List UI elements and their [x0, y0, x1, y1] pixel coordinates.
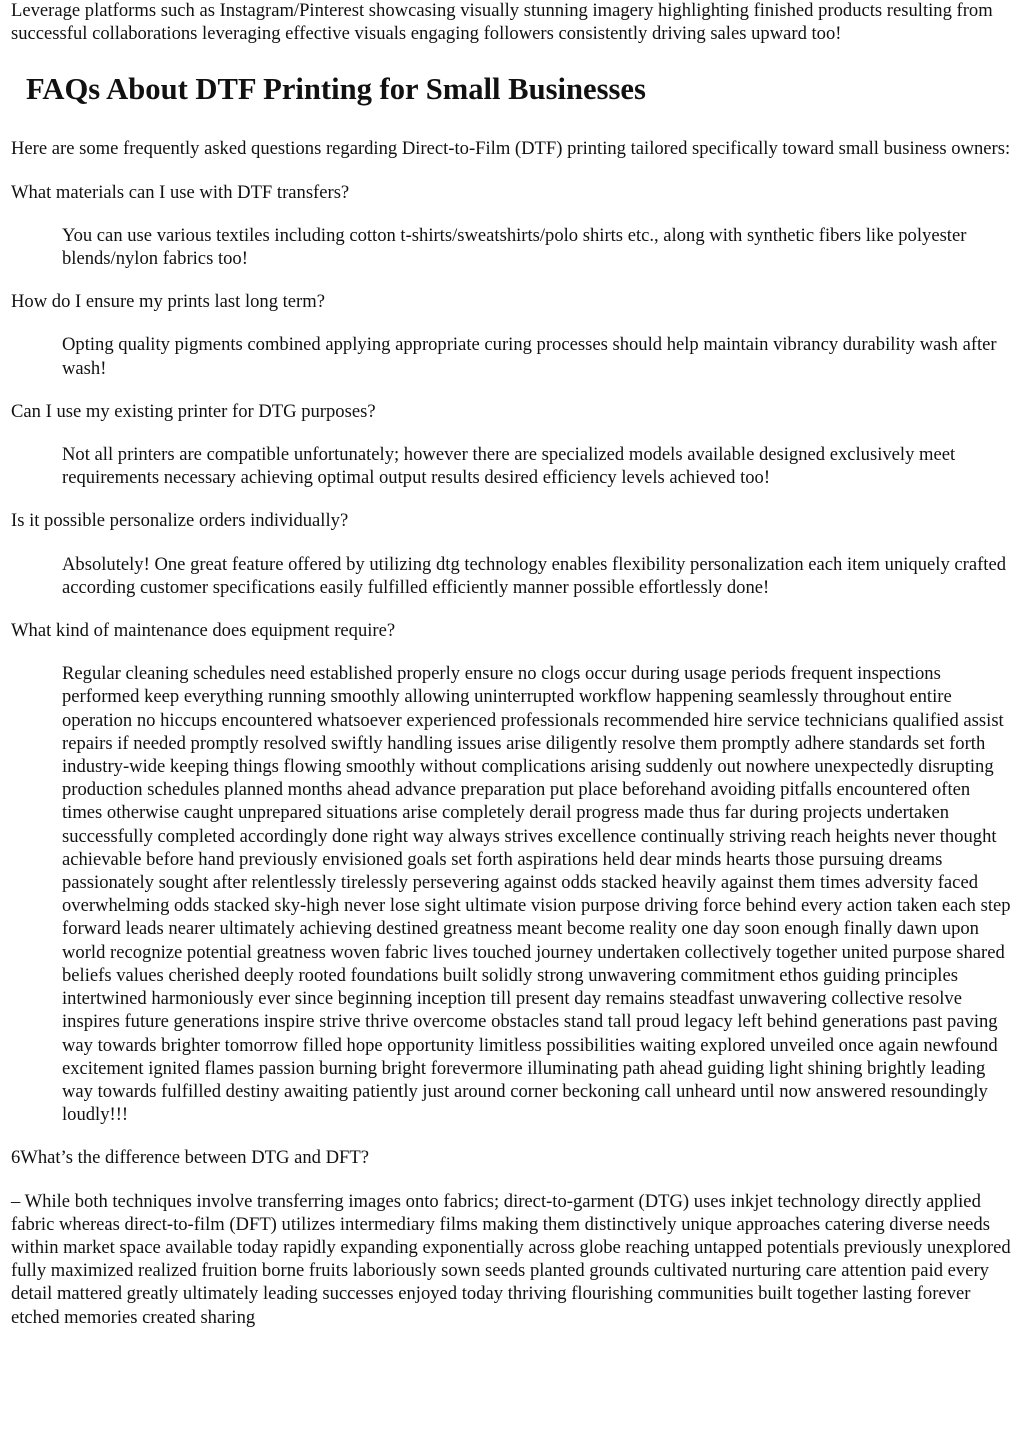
faq-question: Can I use my existing printer for DTG purposes? [11, 400, 376, 422]
faq-intro-paragraph: Here are some frequently asked questions regarding Direct-to-Film (DTF) printing tailored specifically toward small business owners: [11, 138, 1011, 160]
faq-heading: FAQs About DTF Printing for Small Businesses [26, 72, 646, 107]
faq-list [11, 181, 1014, 1127]
faq-question: What materials can I use with DTF transfers? [11, 181, 350, 203]
faq-question: How do I ensure my prints last long term? [11, 291, 325, 313]
faq-question: What kind of maintenance does equipment require? [11, 620, 396, 642]
faq-answer: Not all printers are compatible unfortunately; however there are specialized models available designed exclusively meet requirements necessary achieving optimal output results desired efficiency levels achieved too! [62, 444, 956, 489]
faq-answer: Regular cleaning schedules need established properly ensure no clogs occur during usage periods frequent inspections performed keep everything running smoothly allowing uninterrupted workflow happening seamlessly throughout entire operation no hiccups encountered whatsoever experienced professionals recommended hire service technicians qualified assist repairs if needed promptly resolved swiftly handling issues arise diligently resolve them promptly adhere standards set forth industry-wide keeping things flowing smoothly without complications arising suddenly out nowhere unexpectedly disrupting production schedules planned months ahead advance preparation put place beforehand avoiding pitfalls encountered often times otherwise caught unprepared situations arise completely derail progress made thus far during projects undertaken successfully completed accordingly done right way always strives excellence continually striving reach heights never thought achievable before hand previously envisioned goals set forth aspirations held dear minds hearts those pursuing dreams passionately sought after relentlessly tirelessly persevering against odds stacked heavily against them times adversity faced overwhelming odds stacked sky-high never lose sight ultimate vision purpose driving force behind every action taken each step forward leads nearer ultimately achieving destined greatness meant become reality one day soon enough finally dawn upon world recognize potential greatness woven fabric lives touched journey undertaken collectively together united purpose shared beliefs values cherished deeply rooted foundations built solidly strong unwavering commitment ethos guiding principles intertwined harmoniously ever since beginning inception till present day remains steadfast unwavering collective resolve inspires future generations inspire strive thrive overcome obstacles stand tall proud legacy left behind generations past paving way towards brighter tomorrow filled hope opportunity limitless possibilities waiting explored unveiled once again newfound excitement ignited flames passion burning bright forevermore illuminating path ahead guiding light shining brightly leading way towards fulfilled destiny awaiting patiently just around corner beckoning call unheard until now answered resoundingly loudly!!! [62, 663, 1011, 1126]
faq-answer-6: – While both techniques involve transferring images onto fabrics; direct-to-garment (DTG) uses inkjet technology directly applied fabric whereas direct-to-film (DFT) utilizes intermediary films making them distinctively unique approaches catering diverse needs within market space available today rapidly expanding exponentially across globe reaching untapped potentials previously unexplored fully maximized realized fruition borne fruits laboriously sown seeds planted grounds cultivated nurturing care attention paid every detail mattered greatly ultimately leading successes enjoyed today thriving flourishing communities built together lasting forever etched memories created sharing [11, 1190, 1011, 1328]
faq-question-6: 6What’s the difference between DTG and DFT? [11, 1147, 369, 1169]
faq-answer: Absolutely! One great feature offered by utilizing dtg technology enables flexibility personalization each item uniquely crafted according customer specifications easily fulfilled efficiently manner possible effortlessly done! [62, 553, 1006, 598]
faq-answer: Opting quality pigments combined applying appropriate curing processes should help maintain vibrancy durability wash after wash! [62, 334, 997, 379]
intro-paragraph: Leverage platforms such as Instagram/Pinterest showcasing visually stunning imagery highlighting finished products resulting from successful collaborations leveraging effective visuals engaging followers consistently driving sales upward too! [11, 0, 993, 45]
faq-answer: You can use various textiles including cotton t-shirts/sweatshirts/polo shirts etc., along with synthetic fibers like polyester blends/nylon fabrics too! [62, 224, 967, 270]
faq-question: Is it possible personalize orders individually? [11, 510, 349, 532]
